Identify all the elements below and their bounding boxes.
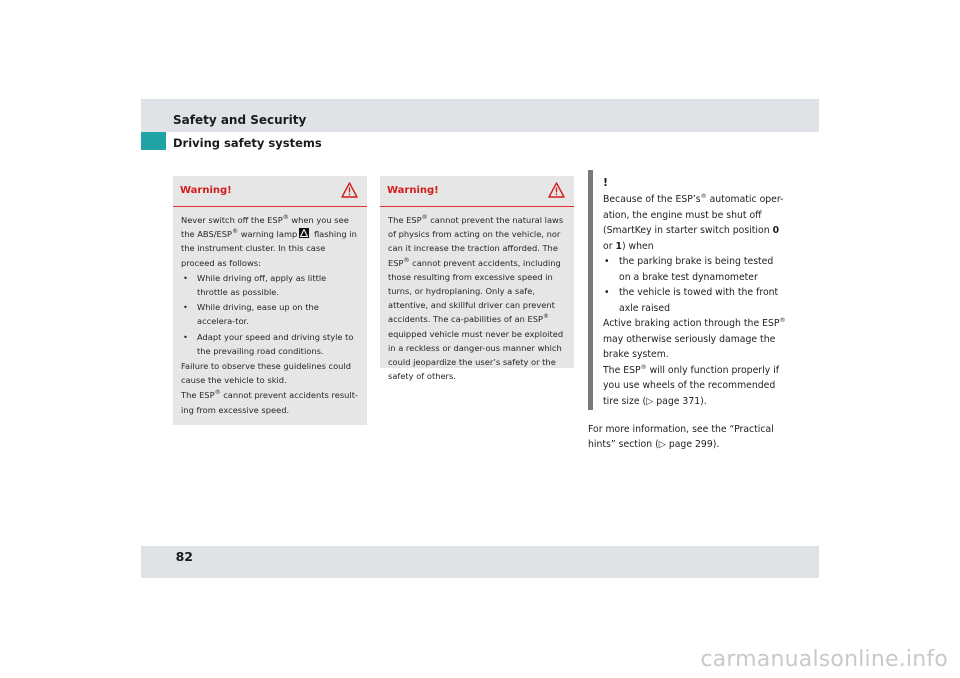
failure-text: Failure to observe these guidelines could cause the vehicle to skid. (181, 361, 352, 386)
page-number: 82 (175, 549, 193, 564)
list-item: • While driving, ease up on the accelera-tor. (181, 300, 359, 328)
warning-label: Warning! (180, 185, 232, 196)
warning-triangle-icon (341, 182, 358, 202)
warning-label: Warning! (387, 185, 439, 196)
warning-triangle-icon (548, 182, 565, 202)
note-paragraph: Because of the ESP’s® automatic oper-ation, the engine must be shut off (SmartKey in starter switch position 0 or 1) when (603, 192, 784, 252)
warning-header (380, 176, 574, 207)
list-item: • the parking brake is being tested on a brake test dynamometer (603, 254, 787, 285)
note-paragraph: Active braking action through the ESP® may otherwise seriously damage the brake system. (603, 316, 786, 360)
footer-band (141, 546, 819, 578)
esp-limit-text: The ESP® cannot prevent accidents result-ing from excessive speed. (181, 389, 358, 415)
note-exclamation-icon: ! (603, 176, 609, 189)
note-bar (588, 170, 593, 410)
list-item: • the vehicle is towed with the front axle raised (603, 285, 787, 316)
warning-header (173, 176, 367, 207)
warning-body (173, 207, 367, 426)
warning-bullet-list (181, 271, 359, 358)
section-marker (141, 132, 166, 150)
page-reference-arrow-icon: ▷ (658, 439, 666, 450)
more-info-text: For more information, see the “Practical hints” section (▷ page 299). (588, 424, 774, 450)
page-reference-arrow-icon: ▷ (646, 395, 654, 407)
list-item: • While driving off, apply as little throttle as possible. (181, 271, 359, 299)
warning-text: The ESP® cannot prevent the natural laws of physics from acting on the vehicle, nor can it increase the traction afforded. The ESP® cannot prevent accidents, including those resulting from excessive speed in turns, or hydroplaning. Only a safe, attentive, and skillful driver can prevent accidents. The ca-pabilities of an ESP® equipped vehicle must never be exploited in a reckless or danger-ous manner which could jeopardize the user’s safety or the safety of others. (388, 214, 564, 382)
section-subtitle: Driving safety systems (173, 136, 322, 150)
warning-box-1 (173, 176, 367, 425)
note-bullet-list (603, 254, 787, 316)
esp-warning-lamp-icon (299, 228, 309, 238)
list-item: • Adapt your speed and driving style to the prevailing road conditions. (181, 330, 359, 358)
watermark: carmanualsonline.info (700, 647, 948, 672)
warning-intro: Never switch off the ESP® when you see the ABS/ESP® warning lamp flashing in the instrument cluster. In this case proceed as follows: (181, 214, 357, 268)
note-paragraph: The ESP® will only function properly if you use wheels of the recommended tire size (▷ page 371). (603, 363, 780, 407)
note-body (603, 192, 787, 409)
warning-body (380, 207, 574, 392)
warning-box-2 (380, 176, 574, 382)
section-title: Safety and Security (173, 113, 307, 127)
